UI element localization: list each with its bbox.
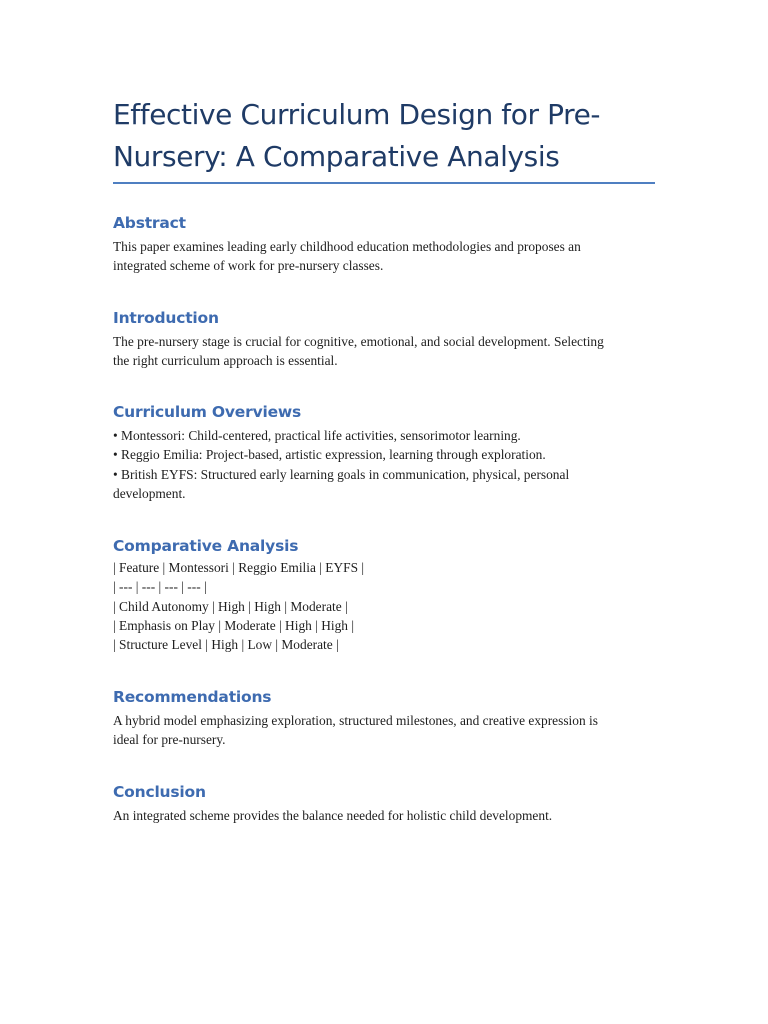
section-curriculum-overviews xyxy=(113,401,655,503)
text-line: A hybrid model emphasizing exploration, structured milestones, and creative expression is xyxy=(113,713,598,728)
table-row: | --- | --- | --- | --- | xyxy=(113,579,207,595)
section-conclusion xyxy=(113,781,655,825)
bullet-line: • Reggio Emilia: Project-based, artistic expression, learning through exploration. xyxy=(113,447,546,463)
section-body xyxy=(113,711,655,750)
section-body xyxy=(113,237,655,276)
section-abstract xyxy=(113,212,655,276)
text-line: integrated scheme of work for pre-nursery classes. xyxy=(113,258,384,274)
section-heading: Recommendations xyxy=(113,688,272,706)
section-heading: Introduction xyxy=(113,309,219,327)
section-heading: Conclusion xyxy=(113,783,206,801)
section-heading: Abstract xyxy=(113,214,186,232)
table-row: | Child Autonomy | High | High | Moderate | xyxy=(113,598,348,614)
section-body xyxy=(113,806,655,825)
title-underline xyxy=(113,182,655,184)
document-page xyxy=(113,0,655,823)
text-line: An integrated scheme provides the balance needed for holistic child development. xyxy=(113,808,553,823)
section-body xyxy=(113,426,655,503)
table-row: | Emphasis on Play | Moderate | High | High | xyxy=(113,617,355,633)
section-heading: Comparative Analysis xyxy=(113,537,299,555)
section-recommendations xyxy=(113,686,655,750)
text-line: development. xyxy=(113,485,186,501)
section-comparative-analysis xyxy=(113,535,655,654)
text-line: The pre-nursery stage is crucial for cognitive, emotional, and social development. Selecting xyxy=(113,334,604,349)
text-line: the right curriculum approach is essential. xyxy=(113,353,338,369)
title-line: Effective Curriculum Design for Pre- xyxy=(113,98,601,131)
text-line: This paper examines leading early childhood education methodologies and proposes an xyxy=(113,239,581,254)
table-row: | Structure Level | High | Low | Moderate | xyxy=(113,637,339,653)
bullet-line: • Montessori: Child-centered, practical life activities, sensorimotor learning. xyxy=(113,428,521,443)
table-row: | Feature | Montessori | Reggio Emilia | EYFS | xyxy=(113,560,365,575)
title-line: Nursery: A Comparative Analysis xyxy=(113,140,560,173)
bullet-line: • British EYFS: Structured early learning goals in communication, physical, personal xyxy=(113,466,570,482)
text-line: ideal for pre-nursery. xyxy=(113,732,226,748)
document-title xyxy=(113,0,655,178)
section-introduction xyxy=(113,307,655,371)
section-body xyxy=(113,558,655,654)
section-body xyxy=(113,332,655,371)
section-heading: Curriculum Overviews xyxy=(113,403,302,421)
